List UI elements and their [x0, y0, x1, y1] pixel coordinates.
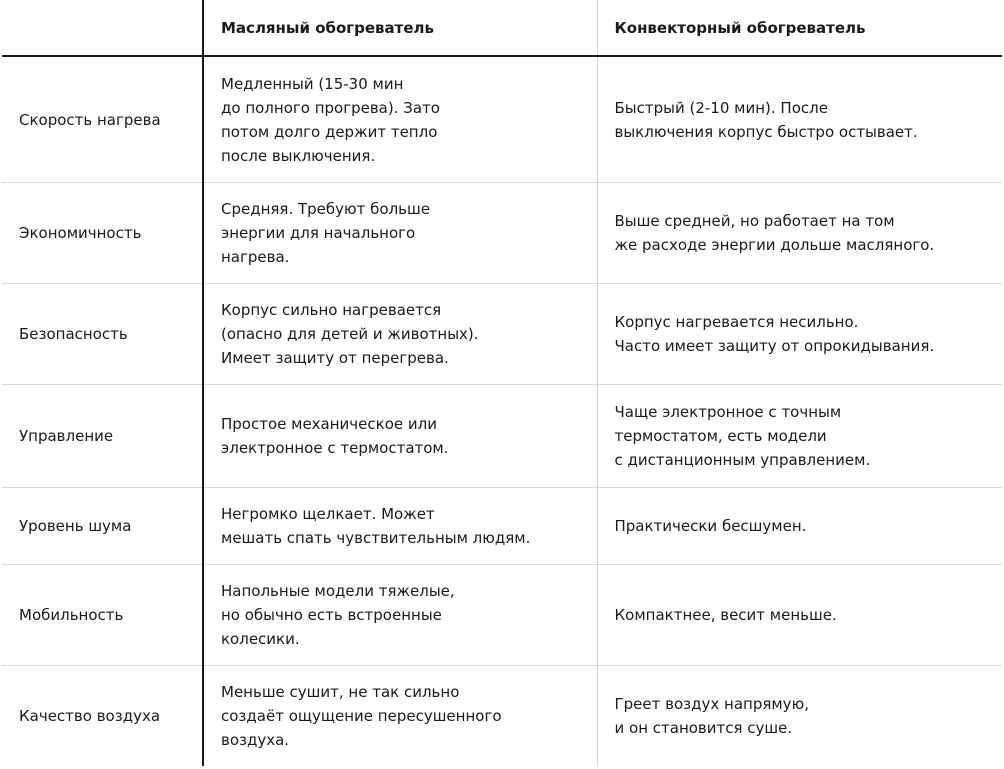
header-oil-heater: Масляный обогреватель [203, 0, 597, 56]
oil-cell: Напольные модели тяжелые, но обычно есть встроенные колесики. [203, 565, 597, 666]
table-row [2, 56, 1002, 183]
oil-cell: Средняя. Требуют больше энергии для начального нагрева. [203, 183, 597, 284]
convector-cell: Корпус нагревается несильно. Часто имеет защиту от опрокидывания. [597, 284, 1002, 385]
convector-cell: Быстрый (2-10 мин). После выключения корпус быстро остывает. [597, 56, 1002, 183]
row-label: Мобильность [2, 565, 203, 666]
table-row [2, 385, 1002, 488]
row-label: Уровень шума [2, 488, 203, 565]
table-row [2, 666, 1002, 767]
header-convector-heater: Конвекторный обогреватель [597, 0, 1002, 56]
table-row [2, 488, 1002, 565]
row-label: Экономичность [2, 183, 203, 284]
convector-cell: Практически бесшумен. [597, 488, 1002, 565]
header-row [2, 0, 1002, 56]
oil-cell: Меньше сушит, не так сильно создаёт ощущение пересушенного воздуха. [203, 666, 597, 767]
convector-cell: Греет воздух напрямую, и он становится суше. [597, 666, 1002, 767]
header-empty [2, 0, 203, 56]
convector-cell: Компактнее, весит меньше. [597, 565, 1002, 666]
convector-cell: Выше средней, но работает на том же расходе энергии дольше масляного. [597, 183, 1002, 284]
row-label: Качество воздуха [19, 707, 161, 725]
row-label: Скорость нагрева [2, 56, 203, 183]
table-row [2, 183, 1002, 284]
convector-cell: Чаще электронное с точным термостатом, есть модели с дистанционным управлением. [597, 385, 1002, 488]
row-label: Управление [2, 385, 203, 488]
comparison-table [2, 0, 1002, 766]
oil-cell: Простое механическое или электронное с термостатом. [203, 385, 597, 488]
oil-cell: Медленный (15-30 мин до полного прогрева). Зато потом долго держит тепло после выключения. [203, 56, 597, 183]
table-row [2, 565, 1002, 666]
oil-cell: Негромко щелкает. Может мешать спать чувствительным людям. [203, 488, 597, 565]
oil-cell: Корпус сильно нагревается (опасно для детей и животных). Имеет защиту от перегрева. [203, 284, 597, 385]
row-label: Безопасность [2, 284, 203, 385]
table-row [2, 284, 1002, 385]
